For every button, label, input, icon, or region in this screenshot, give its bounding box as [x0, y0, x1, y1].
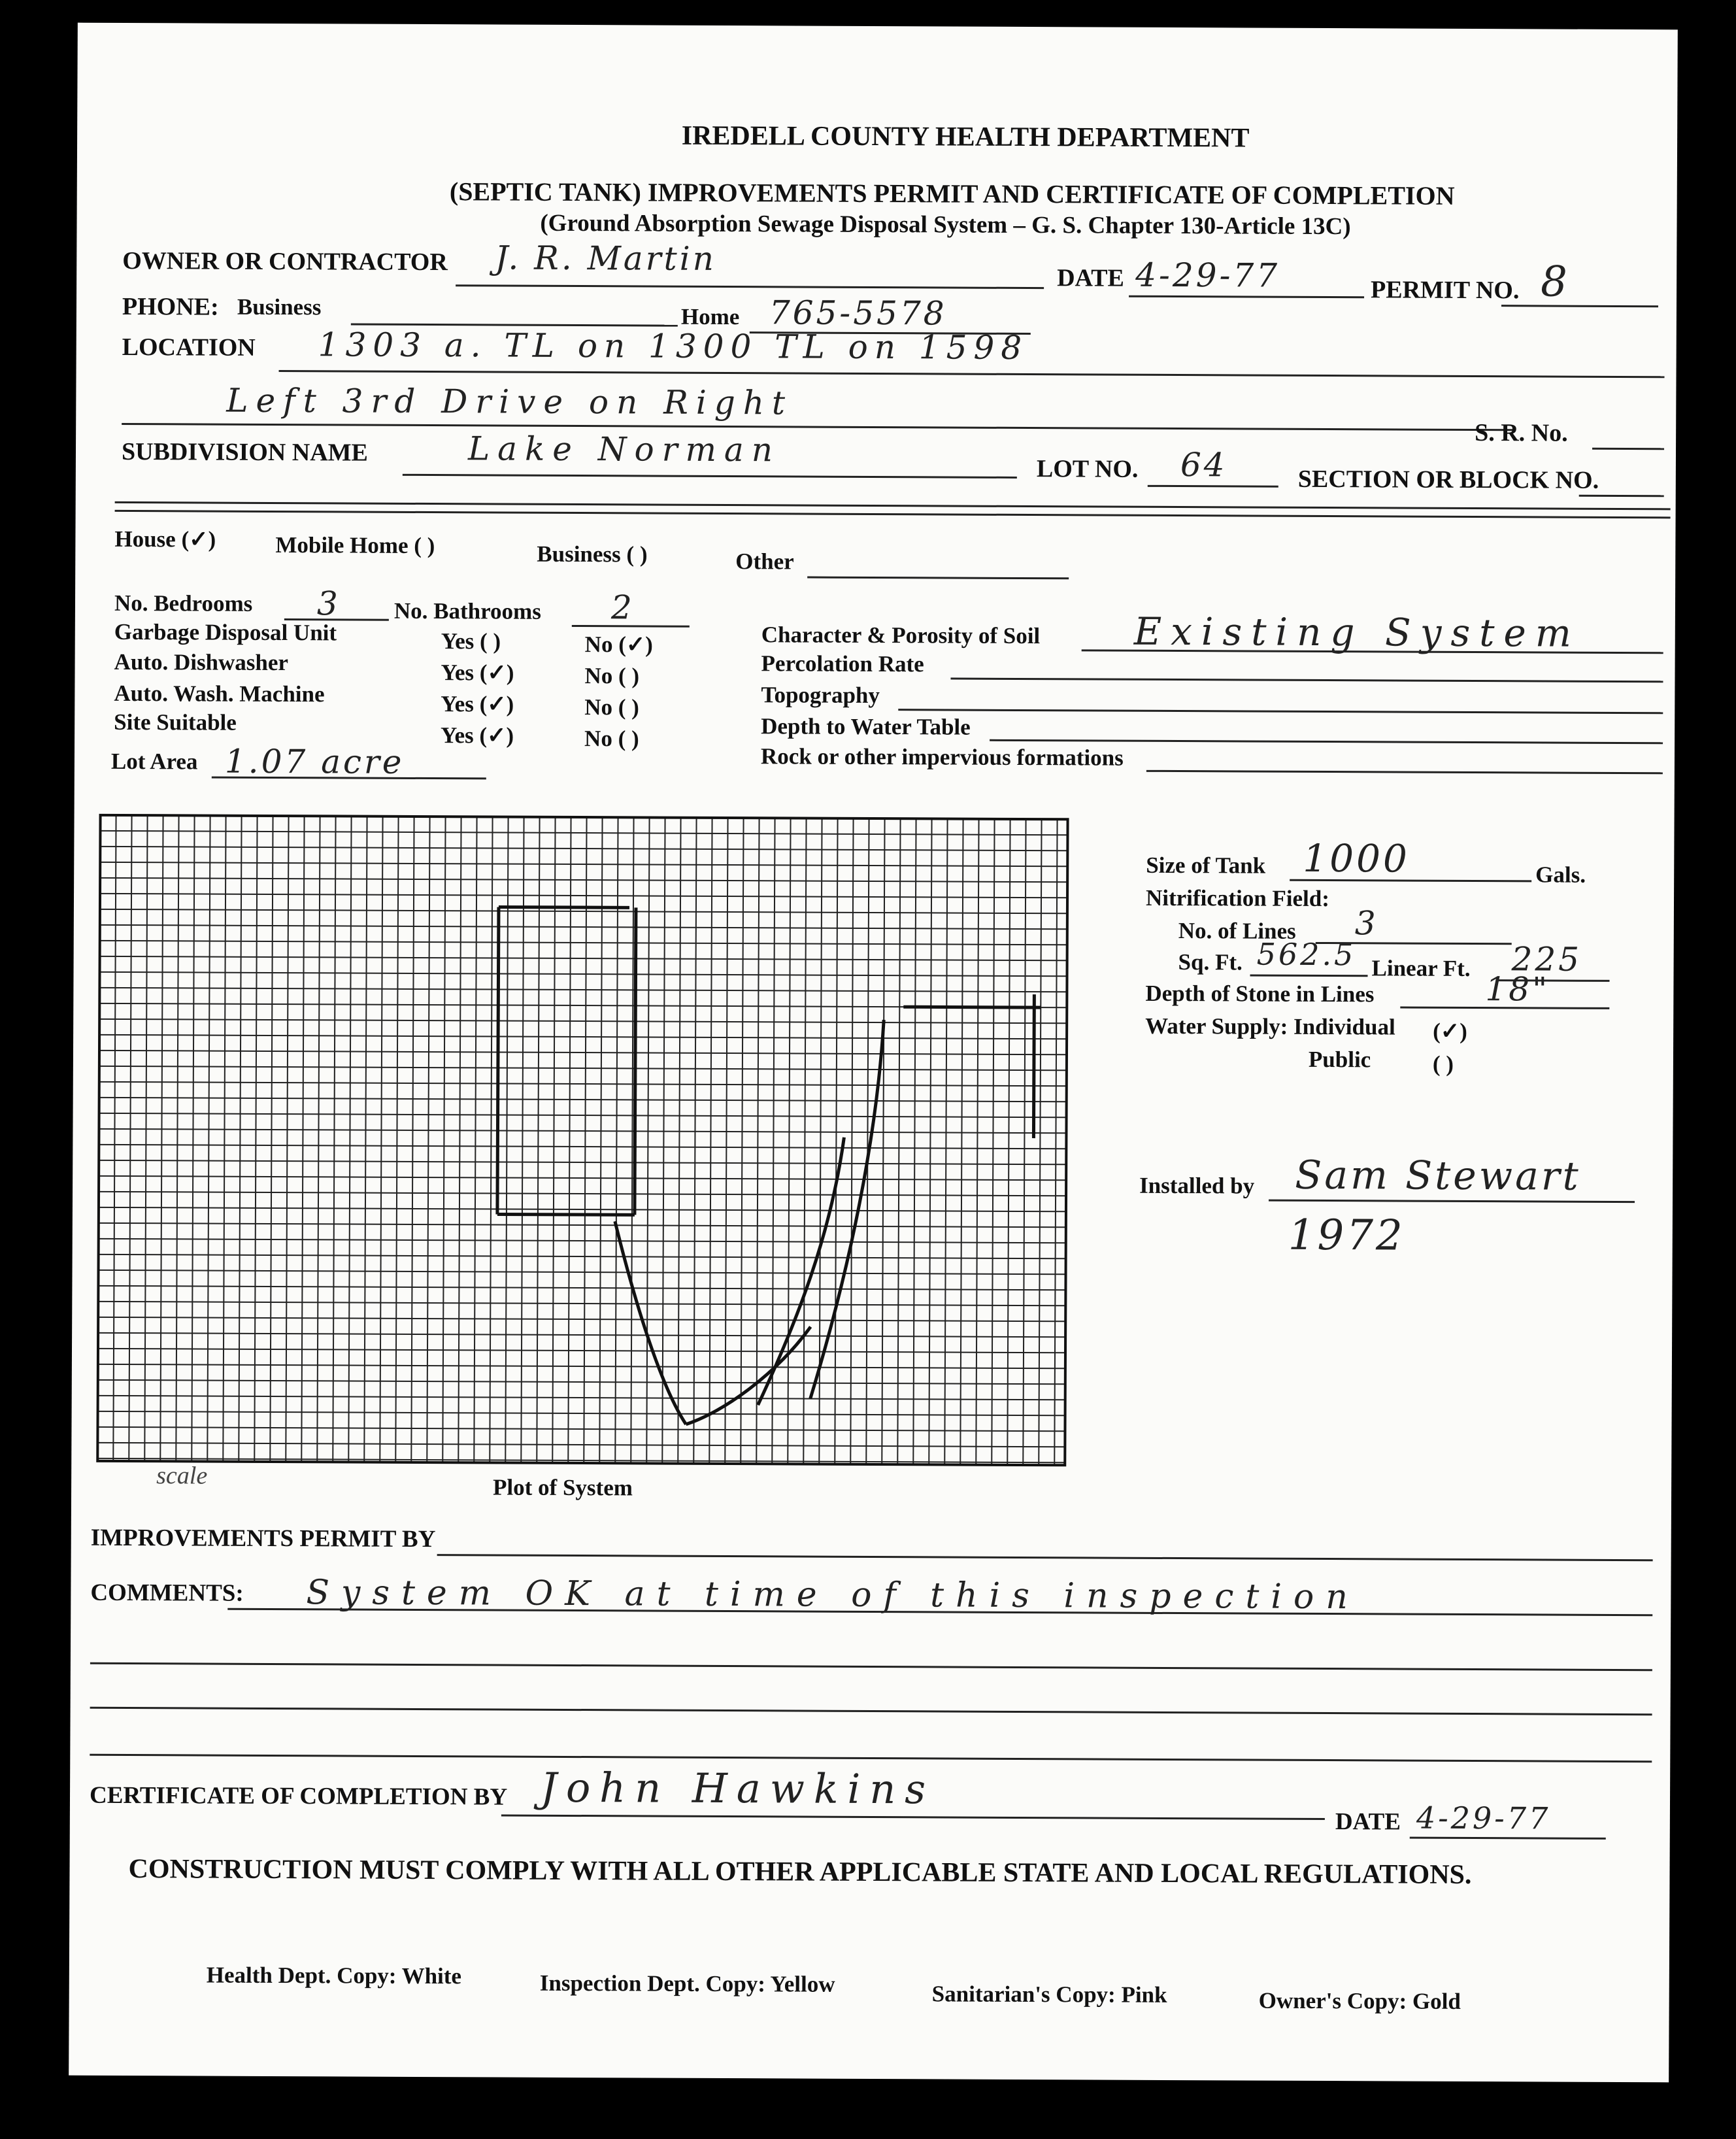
- water-supply-label: Water Supply: Individual: [1145, 1013, 1395, 1040]
- garbage-disposal-no[interactable]: No (✓): [584, 632, 653, 658]
- garbage-disposal-yes[interactable]: Yes ( ): [441, 628, 501, 654]
- bathrooms-value: 2: [610, 588, 635, 627]
- copy-health-dept: Health Dept. Copy: White: [206, 1962, 462, 1989]
- compliance-notice: CONSTRUCTION MUST COMPLY WITH ALL OTHER APPLICABLE STATE AND LOCAL REGULATIONS.: [128, 1854, 1472, 1891]
- rock-formations-label: Rock or other impervious formations: [760, 743, 1124, 771]
- site-suitable-no[interactable]: No ( ): [584, 726, 639, 752]
- phone-business-label: Business: [237, 294, 322, 320]
- certificate-date-value: 4-29-77: [1416, 1800, 1551, 1836]
- sq-ft-value: 562.5: [1256, 936, 1356, 973]
- site-suitable-label: Site Suitable: [114, 709, 237, 735]
- water-table-label: Depth to Water Table: [761, 713, 971, 740]
- date-label: DATE: [1057, 264, 1125, 292]
- form-title: (SEPTIC TANK) IMPROVEMENTS PERMIT AND CERTIFICATE OF COMPLETION: [449, 177, 1455, 211]
- water-public-mark[interactable]: ( ): [1432, 1051, 1454, 1077]
- certificate-value: John Hawkins: [540, 1763, 935, 1813]
- wash-machine-label: Auto. Wash. Machine: [114, 680, 325, 707]
- dishwasher-no[interactable]: No ( ): [584, 663, 640, 689]
- location-label: LOCATION: [122, 333, 256, 362]
- dishwasher-yes[interactable]: Yes (✓): [441, 660, 514, 686]
- improvements-permit-label: IMPROVEMENTS PERMIT BY: [90, 1524, 436, 1553]
- linear-ft-value: 225: [1511, 940, 1582, 979]
- bathrooms-label: No. Bathrooms: [393, 598, 541, 624]
- percolation-rate-label: Percolation Rate: [761, 650, 924, 677]
- linear-ft-label: Linear Ft.: [1371, 955, 1471, 981]
- site-suitable-yes[interactable]: Yes (✓): [441, 722, 514, 749]
- permit-no-label: PERMIT NO.: [1371, 276, 1520, 305]
- lot-no-label: LOT NO.: [1036, 455, 1139, 483]
- nitrification-field-label: Nitrification Field:: [1145, 884, 1330, 912]
- plot-scale-note: scale: [156, 1462, 208, 1490]
- water-public-label: Public: [1308, 1046, 1371, 1073]
- bedrooms-value: 3: [316, 584, 341, 623]
- section-label: SECTION OR BLOCK NO.: [1297, 465, 1599, 494]
- comments-label: COMMENTS:: [90, 1579, 244, 1607]
- lot-area-value: 1.07 acre: [224, 742, 405, 781]
- phone-home-value: 765-5578: [769, 294, 947, 333]
- wash-machine-no[interactable]: No ( ): [584, 694, 639, 720]
- location-value-2: Left 3rd Drive on Right: [226, 381, 793, 422]
- soil-porosity-value: Existing System: [1133, 609, 1581, 656]
- tank-size-label: Size of Tank: [1146, 852, 1266, 879]
- other-label: Other: [735, 548, 794, 575]
- installed-by-value: Sam Stewart: [1295, 1152, 1581, 1200]
- copy-owner: Owner's Copy: Gold: [1258, 1987, 1461, 2014]
- business-option[interactable]: Business ( ): [537, 541, 648, 567]
- mobile-home-option[interactable]: Mobile Home ( ): [275, 532, 435, 559]
- sq-ft-label: Sq. Ft.: [1178, 949, 1243, 975]
- no-of-lines-value: 3: [1354, 904, 1378, 943]
- sr-no-label: S. R. No.: [1475, 419, 1568, 447]
- wash-machine-yes[interactable]: Yes (✓): [441, 691, 514, 717]
- lot-area-label: Lot Area: [110, 748, 198, 775]
- phone-home-label: Home: [680, 303, 740, 330]
- copy-inspection-dept: Inspection Dept. Copy: Yellow: [539, 1970, 835, 1997]
- phone-label: PHONE:: [122, 292, 219, 321]
- subdivision-label: SUBDIVISION NAME: [121, 437, 368, 467]
- stone-depth-label: Depth of Stone in Lines: [1145, 980, 1375, 1007]
- permit-no-value: 8: [1540, 258, 1571, 307]
- plot-of-system-label: Plot of System: [493, 1474, 633, 1501]
- topography-label: Topography: [761, 682, 880, 709]
- certificate-date-label: DATE: [1335, 1808, 1401, 1836]
- certificate-label: CERTIFICATE OF COMPLETION BY: [89, 1781, 508, 1811]
- dishwasher-label: Auto. Dishwasher: [114, 648, 289, 676]
- location-value-1: 1303 a. TL on 1300 TL on 1598: [318, 326, 1029, 367]
- owner-label: OWNER OR CONTRACTOR: [122, 246, 448, 277]
- date-value: 4-29-77: [1135, 256, 1280, 295]
- permit-form-page: [69, 23, 1678, 2083]
- lot-no-value: 64: [1180, 446, 1227, 484]
- comments-value: System OK at time of this inspection: [306, 1573, 1360, 1617]
- copy-sanitarian: Sanitarian's Copy: Pink: [931, 1981, 1167, 2008]
- tank-size-value: 1000: [1303, 835, 1410, 881]
- tank-gals-label: Gals.: [1535, 862, 1586, 888]
- subdivision-value: Lake Norman: [467, 429, 781, 469]
- department-heading: IREDELL COUNTY HEALTH DEPARTMENT: [681, 120, 1250, 154]
- house-option[interactable]: House (✓): [114, 526, 216, 552]
- bedrooms-label: No. Bedrooms: [114, 590, 253, 616]
- installed-by-label: Installed by: [1139, 1172, 1255, 1199]
- soil-porosity-label: Character & Porosity of Soil: [761, 622, 1041, 649]
- installed-year-value: 1972: [1288, 1211, 1405, 1260]
- stone-depth-value: 18": [1485, 970, 1550, 1009]
- form-subtitle: (Ground Absorption Sewage Disposal System – G. S. Chapter 130-Article 13C): [540, 209, 1351, 241]
- water-individual-mark[interactable]: (✓): [1433, 1018, 1467, 1044]
- no-of-lines-label: No. of Lines: [1178, 918, 1296, 944]
- garbage-disposal-label: Garbage Disposal Unit: [114, 618, 337, 646]
- owner-value: J. R. Martin: [495, 239, 716, 278]
